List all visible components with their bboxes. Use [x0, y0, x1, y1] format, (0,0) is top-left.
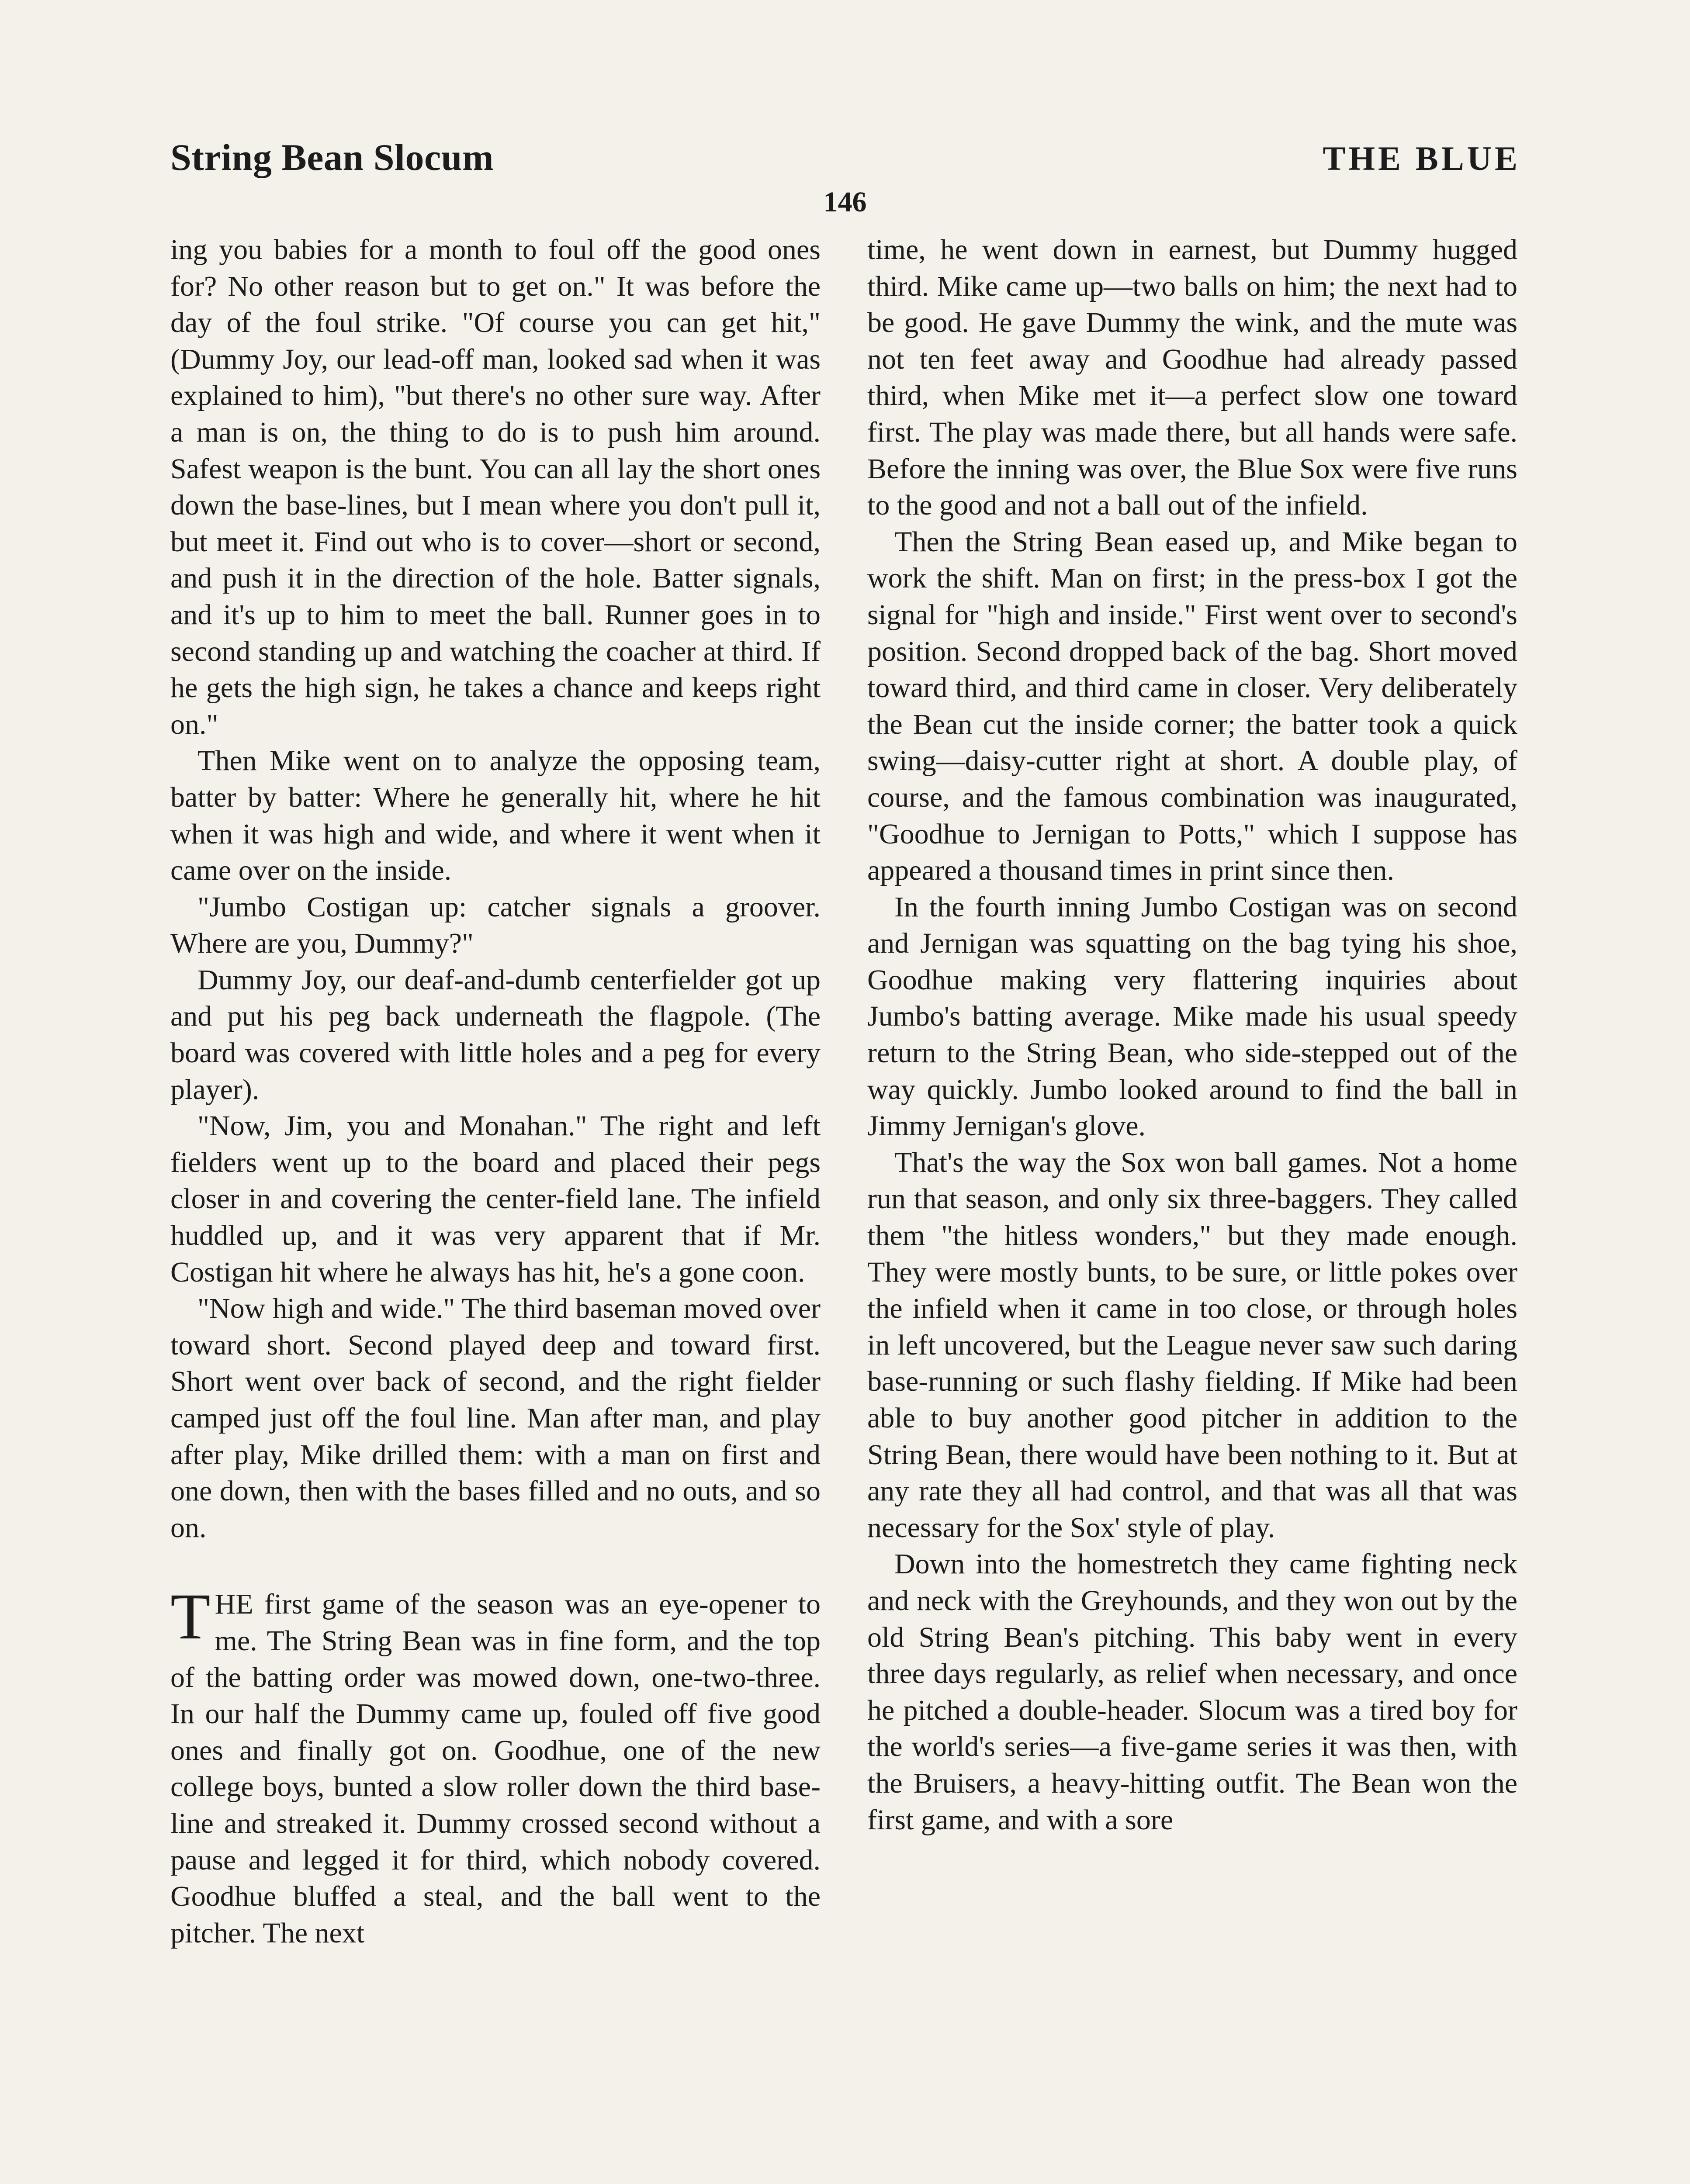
left-column	[170, 232, 821, 1951]
magazine-name: THE BLUE	[1323, 139, 1520, 177]
section-opening-paragraph	[170, 1580, 821, 1951]
paragraph: That's the way the Sox won ball games. Not a home run that season, and only six three-baggers. They called them "the hitless wonders," but they made enough. They were mostly bunts, to be sure, or little pokes over the infield when it came in too close, or through holes in left uncovered, but the League never saw such daring base-running or such flashy fielding. If Mike had been able to buy another good pitcher in addition to the String Bean, there would have been nothing to it. But at any rate they all had control, and that was all that was necessary for the Sox' style of play.	[867, 1146, 1517, 1544]
paragraph: ing you babies for a month to foul off the good ones for? No other reason but to get on." It was before the day of the foul strike. "Of course you can get hit," (Dummy Joy, our lead-off man, looked sad when it was explained to him), "but there's no other sure way. After a man is on, the thing to do is to push him around. Safest weapon is the bunt. You can all lay the short ones down the base-lines, but I mean where you don't pull it, but meet it. Find out who is to cover—short or second, and push it in the direction of the hole. Batter signals, and it's up to him to meet the ball. Runner goes in to second standing up and watching the coacher at third. If he gets the high sign, he takes a chance and keeps right on."	[170, 234, 821, 740]
drop-cap: T	[170, 1580, 211, 1653]
right-column	[867, 232, 1517, 1838]
paragraph: Then Mike went on to analyze the opposing team, batter by batter: Where he generally hit, where he hit when it was high and wide, and where it went when it came over on the inside.	[170, 745, 821, 887]
page-number: 146	[823, 186, 867, 218]
paragraph: "Now, Jim, you and Monahan." The right and left fielders went up to the board and placed their pegs closer in and covering the center-field lane. The infield huddled up, and it was very apparent that if Mr. Costigan hit where he always has hit, he's a gone coon.	[170, 1110, 821, 1288]
paragraph: In the fourth inning Jumbo Costigan was on second and Jernigan was squatting on the bag tying his shoe, Goodhue making very flattering inquiries about Jumbo's batting average. Mike made his usual speedy return to the String Bean, who side-stepped out of the way quickly. Jumbo looked around to find the ball in Jimmy Jernigan's glove.	[867, 891, 1517, 1142]
paragraph-text: HE first game of the season was an eye-opener to me. The String Bean was in fine form, and the top of the batting order was mowed down, one-two-three. In our half the Dummy came up, fouled off five good ones and finally got on. Goodhue, one of the new college boys, bunted a slow roller down the third base-line and streaked it. Dummy crossed second without a pause and legged it for third, which nobody covered. Goodhue bluffed a steal, and the ball went to the pitcher. The next	[170, 1588, 821, 1949]
paragraph: Down into the homestretch they came fighting neck and neck with the Greyhounds, and they won out by the old String Bean's pitching. This baby went in every three days regularly, as relief when necessary, and once he pitched a double-header. Slocum was a tired boy for the world's series—a five-game series it was then, with the Bruisers, a heavy-hitting outfit. The Bean won the first game, and with a sore	[867, 1548, 1517, 1836]
paragraph: Dummy Joy, our deaf-and-dumb centerfielder got up and put his peg back underneath the flagpole. (The board was covered with little holes and a peg for every player).	[170, 964, 821, 1106]
paragraph: Then the String Bean eased up, and Mike began to work the shift. Man on first; in the press-box I got the signal for "high and inside." First went over to second's position. Second dropped back of the bag. Short moved toward third, and third came in closer. Very deliberately the Bean cut the inside corner; the batter took a quick swing—daisy-cutter right at short. A double play, of course, and the famous combination was inaugurated, "Goodhue to Jernigan to Potts," which I suppose has appeared a thousand times in print since then.	[867, 525, 1517, 887]
story-title: String Bean Slocum	[170, 136, 494, 178]
paragraph: "Jumbo Costigan up: catcher signals a groover. Where are you, Dummy?"	[170, 891, 821, 960]
paragraph: time, he went down in earnest, but Dummy hugged third. Mike came up—two balls on him; the next had to be good. He gave Dummy the wink, and the mute was not ten feet away and Goodhue had already passed third, when Mike met it—a perfect slow one toward first. The play was made there, but all hands were safe. Before the inning was over, the Blue Sox were five runs to the good and not a ball out of the infield.	[867, 234, 1517, 522]
paragraph: "Now high and wide." The third baseman moved over toward short. Second played deep and toward first. Short went over back of second, and the right fielder camped just off the foul line. Man after man, and play after play, Mike drilled them: with a man on first and one down, then with the bases filled and no outs, and so on.	[170, 1292, 821, 1544]
